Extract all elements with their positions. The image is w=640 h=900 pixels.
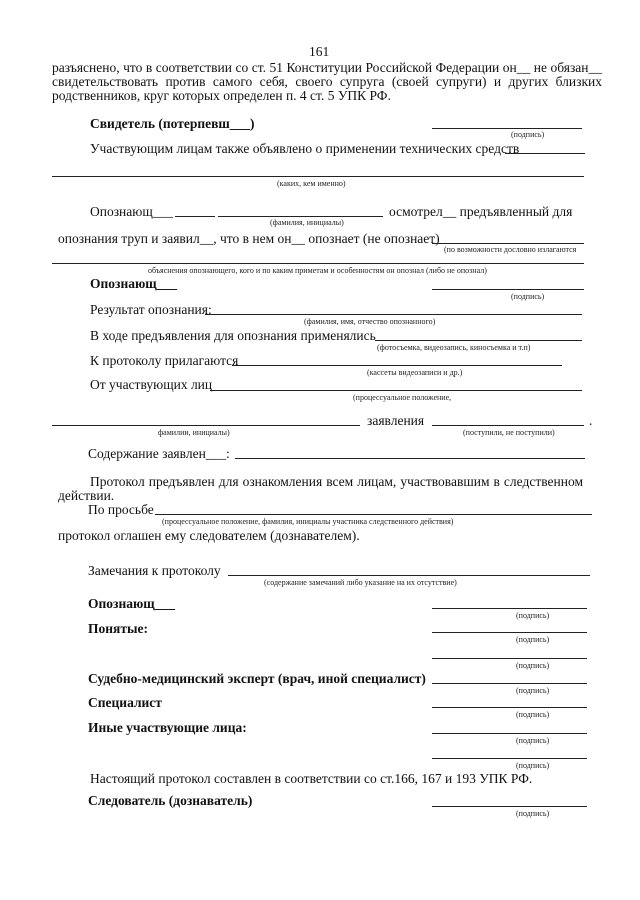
investigator-sign-line[interactable] <box>432 806 587 807</box>
investigator-label: Следователь (дознаватель) <box>88 793 253 808</box>
identifier-explanation-line[interactable] <box>52 263 584 264</box>
remarks-line[interactable] <box>228 575 590 576</box>
sign-specialist-line[interactable] <box>432 707 587 708</box>
identifier-name-caption: (фамилия, инициалы) <box>270 218 344 227</box>
presented-read: протокол оглашен ему следователем (дознавателем). <box>58 528 360 543</box>
identifier-sign-caption: (подпись) <box>511 292 545 301</box>
sign-identifier-caption: (подпись) <box>516 611 550 620</box>
participants-received-line[interactable] <box>432 425 584 426</box>
intro-line-1: разъяснено, что в соответствии со ст. 51 Конституции Российской Федерации он__ не обязан__ <box>52 60 602 75</box>
applied-caption: (фотосъемка, видеозапись, киносъемка и т.п) <box>377 343 531 352</box>
presented-request: По просьбе <box>88 502 154 517</box>
applied-line[interactable] <box>375 340 582 341</box>
identifier-examined: осмотрел__ предъявленный для <box>389 204 573 219</box>
sign-expert-label: Судебно-медицинский эксперт (врач, иной специалист) <box>88 671 426 686</box>
sign-others-1-line[interactable] <box>432 733 587 734</box>
result-label: Результат опознания: <box>90 302 212 317</box>
sign-specialist-caption: (подпись) <box>516 710 550 719</box>
identifier-explanation-caption: объяснения опознающего, кого и по каким приметам и особенностям он опознал (либо не опознал) <box>148 266 487 275</box>
participants-statements: заявления <box>367 413 425 428</box>
participants-received-caption: (поступили, не поступили) <box>463 428 555 437</box>
participants-name-line[interactable] <box>52 425 360 426</box>
investigator-sign-caption: (подпись) <box>516 809 550 818</box>
tech-line-full[interactable] <box>52 176 584 177</box>
sign-identifier-line[interactable] <box>432 608 587 609</box>
identifier-name-line[interactable] <box>218 216 383 217</box>
attached-label: К протоколу прилагаются <box>90 353 239 368</box>
result-line[interactable] <box>205 314 582 315</box>
sign-expert-line[interactable] <box>432 683 587 684</box>
participants-label: От участвующих лиц <box>90 377 213 392</box>
witness-label: Свидетель (потерпевш___) <box>90 116 255 131</box>
identifier-line-2: опознания труп и заявил__, что в нем он__ опознает (не опознает) <box>58 231 440 246</box>
tech-text: Участвующим лицам также объявлено о применении технических средств <box>90 141 520 156</box>
identifier-label: Опознающ___ <box>90 204 174 219</box>
presented-request-caption: (процессуальное положение, фамилия, инициалы участника следственного действия) <box>162 517 454 526</box>
identifier-short-line[interactable] <box>175 216 215 217</box>
participants-dot: . <box>589 413 593 428</box>
compiled-text: Настоящий протокол составлен в соответствии со ст.166, 167 и 193 УПК РФ. <box>90 771 533 786</box>
sign-witness-2-line[interactable] <box>432 658 587 659</box>
participants-position-line[interactable] <box>210 390 582 391</box>
content-label: Содержание заявлен___: <box>88 446 230 461</box>
remarks-caption: (содержание замечаний либо указание на их отсутствие) <box>264 578 457 587</box>
presented-request-line[interactable] <box>155 514 592 515</box>
tech-caption: (каких, кем именно) <box>277 179 346 188</box>
intro-line-2: свидетельствовать против самого себя, своего супруга (своей супруги) и других близких <box>52 74 602 89</box>
result-caption: (фамилия, имя, отчество опознанного) <box>304 317 436 326</box>
sign-witnesses-label: Понятые: <box>88 621 148 636</box>
identifier-sign-label: Опознающ___ <box>90 276 177 291</box>
sign-others-1-caption: (подпись) <box>516 736 550 745</box>
sign-others-2-line[interactable] <box>432 758 587 759</box>
witness-sign-caption: (подпись) <box>511 130 545 139</box>
attached-caption: (кассеты видеозаписи и др.) <box>367 368 463 377</box>
sign-witness-1-caption: (подпись) <box>516 635 550 644</box>
intro-line-3: родственников, круг которых определен п. 4 ст. 5 УПК РФ. <box>52 88 391 103</box>
remarks-label: Замечания к протоколу <box>88 563 221 578</box>
sign-expert-caption: (подпись) <box>516 686 550 695</box>
sign-identifier-label: Опознающ___ <box>88 596 175 611</box>
tech-line-short[interactable] <box>505 153 585 154</box>
presented-line-1: Протокол предъявлен для ознакомления всем лицам, участвовавшим в следственном <box>90 474 583 489</box>
page-number: 161 <box>309 44 330 59</box>
sign-others-label: Иные участвующие лица: <box>88 720 247 735</box>
sign-witness-1-line[interactable] <box>432 632 587 633</box>
participants-position-caption: (процессуальное положение, <box>353 393 452 402</box>
applied-label: В ходе предъявления для опознания применялись <box>90 328 376 343</box>
identifier-result-line[interactable] <box>432 243 584 244</box>
identifier-verbatim-caption: (по возможности дословно излагаются <box>444 245 577 254</box>
sign-specialist-label: Специалист <box>88 695 162 710</box>
content-line[interactable] <box>235 458 585 459</box>
sign-witness-2-caption: (подпись) <box>516 661 550 670</box>
witness-sign-line[interactable] <box>432 128 582 129</box>
presented-line-2: действии. <box>58 488 115 503</box>
attached-line[interactable] <box>232 365 562 366</box>
identifier-sign-line[interactable] <box>432 289 584 290</box>
participants-name-caption: фамилии, инициалы) <box>158 428 230 437</box>
sign-others-2-caption: (подпись) <box>516 761 550 770</box>
